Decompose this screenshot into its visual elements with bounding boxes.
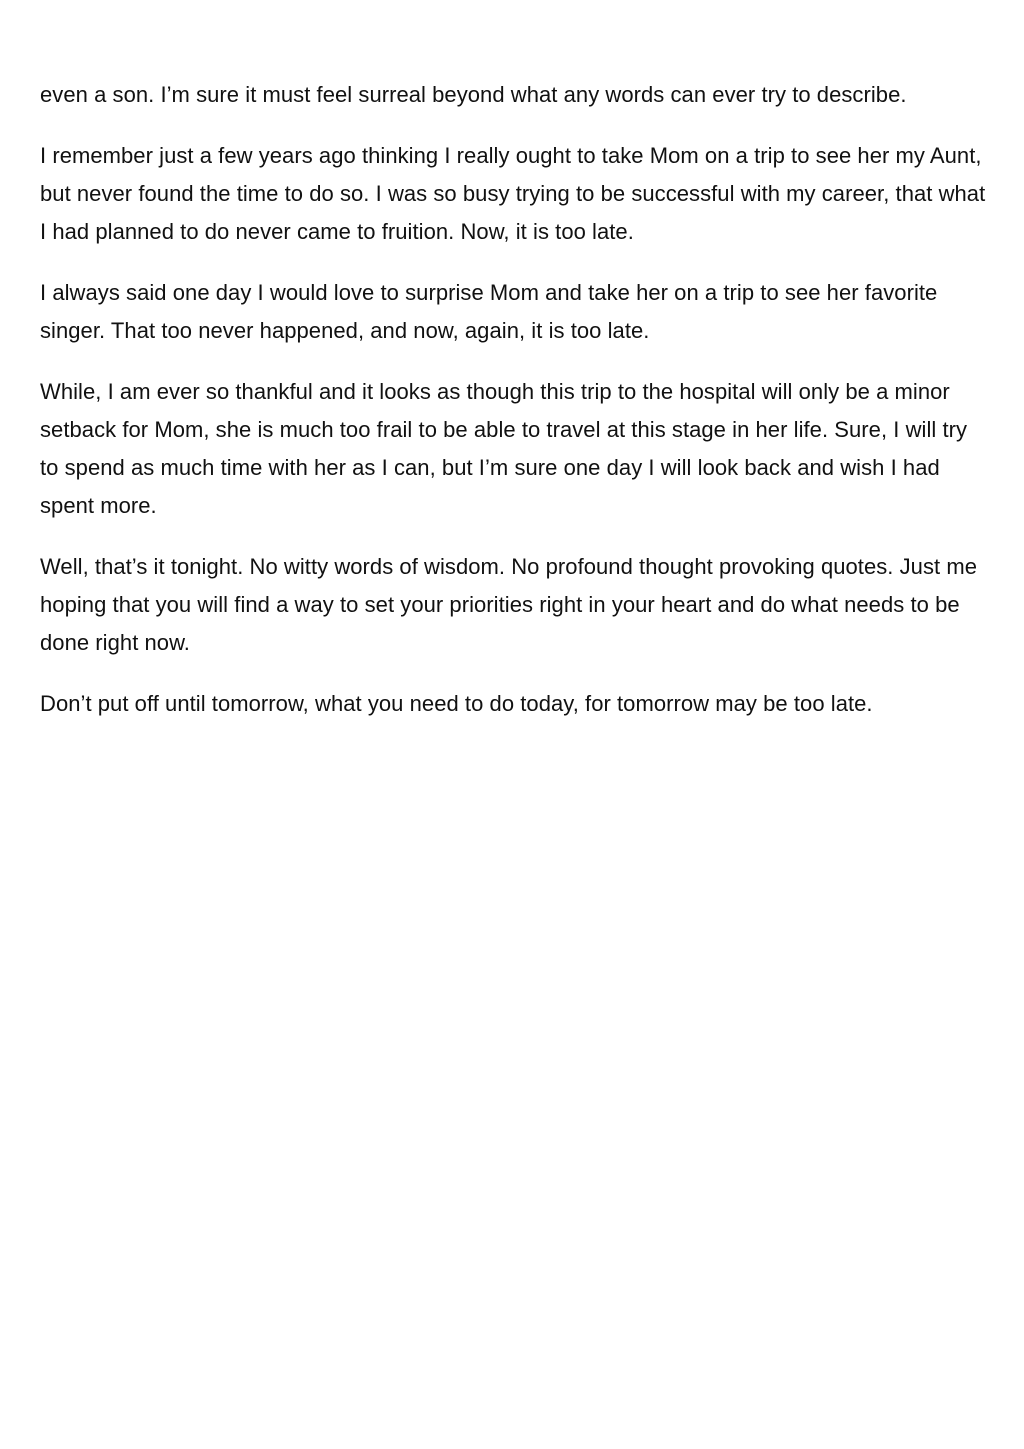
- paragraph: Don’t put off until tomorrow, what you need to do today, for tomorrow may be too late.: [40, 691, 873, 716]
- paragraph: even a son. I’m sure it must feel surreal beyond what any words can ever try to describe.: [40, 82, 907, 107]
- paragraph: I always said one day I would love to surprise Mom and take her on a trip to see her favorite singer. That too never happened, and now, again, it is too late.: [40, 280, 938, 343]
- paragraph: I remember just a few years ago thinking I really ought to take Mom on a trip to see her my Aunt, but never found the time to do so. I was so busy trying to be successful with my career, that what I had planned to do never came to fruition. Now, it is too late.: [40, 143, 986, 244]
- document-body: [40, 76, 990, 746]
- paragraph: Well, that’s it tonight. No witty words of wisdom. No profound thought provoking quotes. Just me hoping that you will find a way to set your priorities right in your heart and do what needs to be done right now.: [40, 554, 978, 655]
- paragraph: While, I am ever so thankful and it looks as though this trip to the hospital will only be a minor setback for Mom, she is much too frail to be able to travel at this stage in her life. Sure, I will try to spend as much time with her as I can, but I’m sure one day I will look back and wish I had spent more.: [40, 379, 968, 518]
